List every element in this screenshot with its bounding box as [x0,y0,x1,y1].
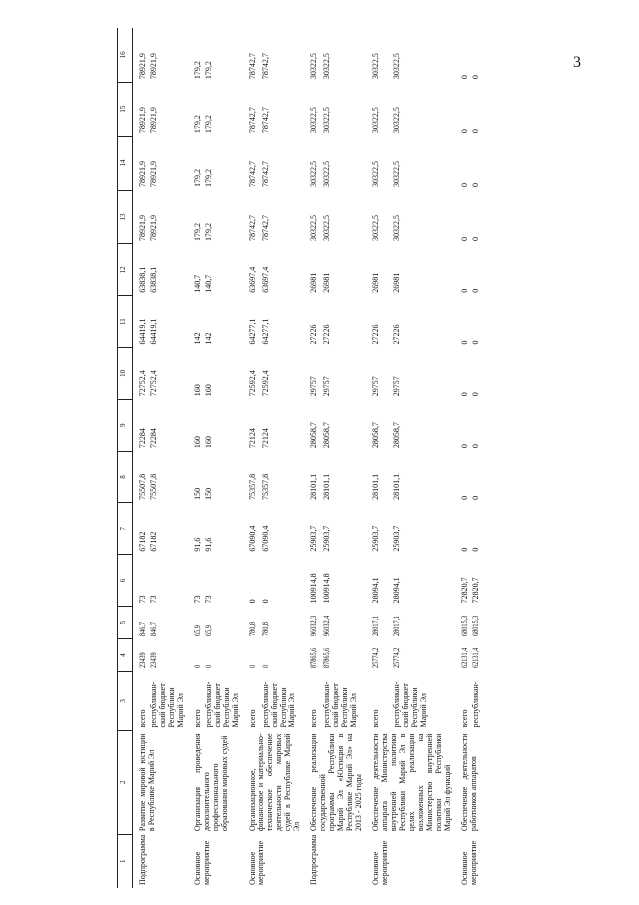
value-cell: 28101,1 [309,473,319,500]
column-number: 6 [118,555,133,607]
value-cell: 78742,7 [247,53,257,80]
value-cell: 78742,7 [260,53,270,80]
value-cell: 78921,9 [148,161,158,188]
table-body [118,28,483,888]
value-cell: 64419,1 [148,318,158,345]
value-cell: 25903,7 [392,525,402,552]
value-cell: 67182 [138,531,147,552]
row-type-cell: Основное мероприятие [192,840,211,885]
table-row [304,28,323,888]
value-cell: 25903,7 [309,525,319,552]
column-number: 12 [118,244,133,296]
value-cell: 30322,5 [322,107,332,134]
value-cell: 28058,7 [309,422,319,449]
value-cell: 27226 [370,324,380,345]
row-type-cell: Основное мероприятие [370,840,389,885]
value-cell: 179,2 [192,61,202,80]
value-cell [205,639,243,671]
value-cell: 75357,8 [247,473,257,500]
value-text: 28017,1 [392,615,402,636]
value-cell: 28101,1 [392,473,402,500]
value-cell [455,639,472,671]
value-cell: 30322,5 [392,53,402,80]
value-cell: 28094,1 [392,577,402,604]
value-cell: 179,2 [192,222,202,241]
column-number: 13 [118,190,133,244]
value-cell: 72124 [260,428,270,449]
funding-source-cell: всего [459,709,469,728]
value-cell: 27226 [322,324,332,345]
column-number: 15 [118,82,133,136]
row-type-cell: Подпрограмма [309,834,319,885]
value-cell: 0 [459,392,469,397]
value-cell: 91,6 [192,537,202,552]
value-cell: 75507,8 [148,473,158,500]
value-cell: 30322,5 [309,214,319,241]
value-cell: 26981 [370,272,380,293]
value-cell: 64419,1 [138,318,147,345]
value-cell [188,606,205,638]
value-cell: 73 [203,595,213,604]
value-text: 87865,6 [309,647,319,669]
value-cell: 30322,5 [392,107,402,134]
page-number: 3 [573,54,581,71]
value-cell: 0 [459,444,469,449]
value-cell: 29757 [370,376,380,397]
value-cell: 78921,9 [138,161,147,188]
value-text: 68015,3 [470,615,480,636]
value-cell: 78742,7 [247,107,257,134]
value-cell: 67090,4 [260,525,270,552]
value-cell [188,639,205,671]
value-cell: 0 [470,288,480,293]
value-cell: 26981 [392,272,402,293]
value-cell: 29757 [322,376,332,397]
value-text: 846,7 [138,621,147,636]
value-cell: 72284 [138,428,147,449]
value-cell: 64277,1 [247,318,257,345]
value-cell: 25903,7 [370,525,380,552]
value-text: 25774,2 [392,647,402,669]
column-number: 2 [118,730,133,834]
value-cell: 63697,4 [260,266,270,293]
value-cell [205,606,243,638]
value-cell: 27226 [309,324,319,345]
value-cell: 72284 [148,428,158,449]
row-type-cell: Подпрограмма [138,834,147,885]
value-text: 65,9 [192,624,202,636]
value-cell: 78742,7 [247,214,257,241]
value-cell: 29757 [309,376,319,397]
value-cell: 26981 [309,272,319,293]
value-cell: 30322,5 [370,161,380,188]
value-cell: 160 [203,436,213,449]
value-cell: 72592,4 [247,370,257,397]
table-row [366,28,393,888]
value-cell: 28058,7 [370,422,380,449]
value-cell [455,606,472,638]
value-cell: 160 [203,384,213,397]
value-cell: 26981 [322,272,332,293]
row-type-cell: Основное мероприятие [459,840,478,885]
value-cell [366,639,393,671]
column-number: 16 [118,28,133,82]
column-number: 5 [118,606,133,638]
value-cell: 72752,4 [138,370,147,397]
value-text: 62131,4 [459,647,469,669]
value-cell: 0 [470,75,480,80]
value-cell: 73 [192,595,202,604]
value-cell [323,639,366,671]
value-cell: 0 [470,495,480,500]
value-cell: 72820,7 [470,577,480,604]
value-cell: 0 [459,340,469,345]
value-cell: 30322,5 [309,161,319,188]
value-text: 96032,3 [309,615,319,636]
value-cell: 27226 [392,324,402,345]
value-cell [150,639,188,671]
value-cell: 0 [247,599,257,604]
column-number: 1 [118,834,133,888]
value-cell: 142 [192,332,202,345]
value-cell: 0 [470,236,480,241]
value-text: 65,9 [203,624,213,636]
table-row [188,28,205,888]
value-cell: 78921,9 [138,53,147,80]
value-cell: 78742,7 [260,107,270,134]
value-text: 0 [260,665,270,669]
value-text: 0 [247,665,257,669]
value-cell: 30322,5 [322,53,332,80]
value-cell: 30322,5 [392,161,402,188]
value-cell: 30322,5 [322,214,332,241]
value-cell: 73 [148,595,158,604]
funding-source-cell: республикан-ский бюджет Республики Марий Эл [260,681,297,728]
funding-source-cell: республикан-ский бюджет Республики Марий Эл [392,681,429,728]
value-cell: 0 [470,444,480,449]
value-cell [133,606,150,638]
value-cell [472,639,483,671]
value-cell: 0 [459,495,469,500]
value-cell: 64277,1 [260,318,270,345]
value-cell [243,606,262,638]
value-cell: 30322,5 [309,107,319,134]
value-text: 0 [203,665,213,669]
value-text: 23439 [148,652,158,669]
column-number-row [118,28,133,888]
row-name-cell: Организация проведения дополнительного профессионального образования мировых судей [192,733,229,832]
value-cell: 140,7 [192,274,202,293]
value-cell: 30322,5 [370,214,380,241]
funding-source-cell: республикан-ский бюджет Республики Марий Эл [148,681,185,728]
column-number: 8 [118,451,133,503]
value-cell: 78921,9 [148,214,158,241]
value-cell: 91,6 [203,537,213,552]
value-cell: 0 [470,547,480,552]
value-cell: 63697,4 [247,266,257,293]
value-cell: 0 [459,547,469,552]
value-cell [133,639,150,671]
value-cell [262,606,305,638]
value-cell: 179,2 [203,169,213,188]
value-cell [304,639,323,671]
value-cell: 142 [203,332,213,345]
value-cell: 0 [470,129,480,134]
funding-source-cell: всего [370,709,380,728]
value-cell: 67090,4 [247,525,257,552]
value-cell: 72820,7 [459,577,469,604]
value-cell: 63838,1 [138,266,147,293]
value-cell [304,606,323,638]
value-cell [393,639,454,671]
column-number: 9 [118,399,133,451]
value-cell: 100914,8 [309,573,319,604]
value-cell: 0 [459,183,469,188]
value-cell: 30322,5 [370,107,380,134]
value-cell: 78921,9 [148,107,158,134]
value-cell [150,606,188,638]
value-cell: 28058,7 [322,422,332,449]
rotated-table-wrapper [117,28,609,888]
value-cell: 25903,7 [322,525,332,552]
value-cell: 28101,1 [322,473,332,500]
value-text: 846,7 [148,621,158,636]
column-number: 11 [118,296,133,348]
funding-source-cell: всего [138,709,147,728]
funding-source-cell: республикан-ский бюджет Республики Марий Эл [203,681,240,728]
value-cell [393,606,454,638]
funding-source-cell: республикан-ский бюджет Республики Марий Эл [322,681,359,728]
value-cell: 160 [192,436,202,449]
value-text: 62131,4 [470,647,480,669]
column-number: 10 [118,348,133,400]
table-row [455,28,472,888]
value-cell: 140,7 [203,274,213,293]
value-text: 28017,1 [370,615,380,636]
value-cell: 179,2 [192,169,202,188]
value-cell: 78742,7 [260,161,270,188]
table-row [133,28,150,888]
value-text: 87865,6 [322,647,332,669]
value-cell: 29757 [392,376,402,397]
value-cell: 30322,5 [370,53,380,80]
value-cell [323,606,366,638]
column-number: 14 [118,136,133,190]
row-name-cell: Развитие мировой юстиции в Республике Марий Эл [138,733,156,832]
value-text: 96032,4 [322,615,332,636]
funding-source-cell: всего [309,709,319,728]
value-cell: 30322,5 [322,161,332,188]
value-cell: 63838,1 [148,266,158,293]
value-cell: 30322,5 [392,214,402,241]
value-cell: 150 [203,487,213,500]
funding-source-cell: всего [192,709,202,728]
value-cell: 179,2 [203,222,213,241]
value-cell [366,606,393,638]
value-cell: 0 [470,392,480,397]
value-cell: 72752,4 [148,370,158,397]
value-cell: 0 [459,75,469,80]
row-name-cell: Обеспечение реализации государственной программы Республики Марий Эл «Юстиция в Республике Марий Эл» на 2013 - 2025 годы [309,733,364,832]
value-cell [472,606,483,638]
value-cell: 150 [192,487,202,500]
value-text: 780,8 [260,621,270,636]
funding-source-cell: республикан- [470,681,480,728]
value-cell: 72124 [247,428,257,449]
value-cell: 160 [192,384,202,397]
value-text: 68015,3 [459,615,469,636]
value-cell: 0 [459,288,469,293]
value-cell: 0 [459,236,469,241]
value-cell: 179,2 [203,61,213,80]
row-type-cell: Основное мероприятие [247,840,266,885]
value-text: 23439 [138,652,147,669]
value-cell: 0 [470,183,480,188]
value-cell: 28094,1 [370,577,380,604]
value-cell: 72592,4 [260,370,270,397]
value-cell [262,639,305,671]
row-name-cell: Обеспечение деятельности работников аппаратов [459,733,478,832]
budget-table [117,28,482,888]
value-text: 780,8 [247,621,257,636]
value-cell: 78742,7 [260,214,270,241]
value-cell: 30322,5 [309,53,319,80]
value-cell: 78742,7 [247,161,257,188]
funding-source-cell: всего [247,709,257,728]
column-number: 7 [118,503,133,555]
table-row [243,28,262,888]
column-number: 4 [118,639,133,671]
value-cell: 179,2 [192,115,202,134]
value-text: 0 [192,665,202,669]
value-text: 25774,2 [370,647,380,669]
value-cell: 78921,9 [148,53,158,80]
value-cell: 75357,8 [260,473,270,500]
value-cell: 0 [470,340,480,345]
value-cell: 0 [260,599,270,604]
value-cell: 28101,1 [370,473,380,500]
value-cell [243,639,262,671]
value-cell: 100914,8 [322,573,332,604]
value-cell: 75507,8 [138,473,147,500]
column-number: 3 [118,671,133,730]
value-cell: 0 [459,129,469,134]
value-cell: 73 [138,595,147,604]
value-cell: 179,2 [203,115,213,134]
value-cell: 78921,9 [138,107,147,134]
value-cell: 67182 [148,531,158,552]
value-cell: 78921,9 [138,214,147,241]
row-name-cell: Организационное, финансовое и материально-техническое обеспечение деятельности мировых судей в Республике Марий Эл [247,733,302,832]
row-name-cell: Обеспечение деятельности аппарата Министерства внутренней политики Республики Марий Эл в целях реализации возложенных на Министерство внутренней политики Республики Марий Эл функций [370,733,452,832]
value-cell: 28058,7 [392,422,402,449]
